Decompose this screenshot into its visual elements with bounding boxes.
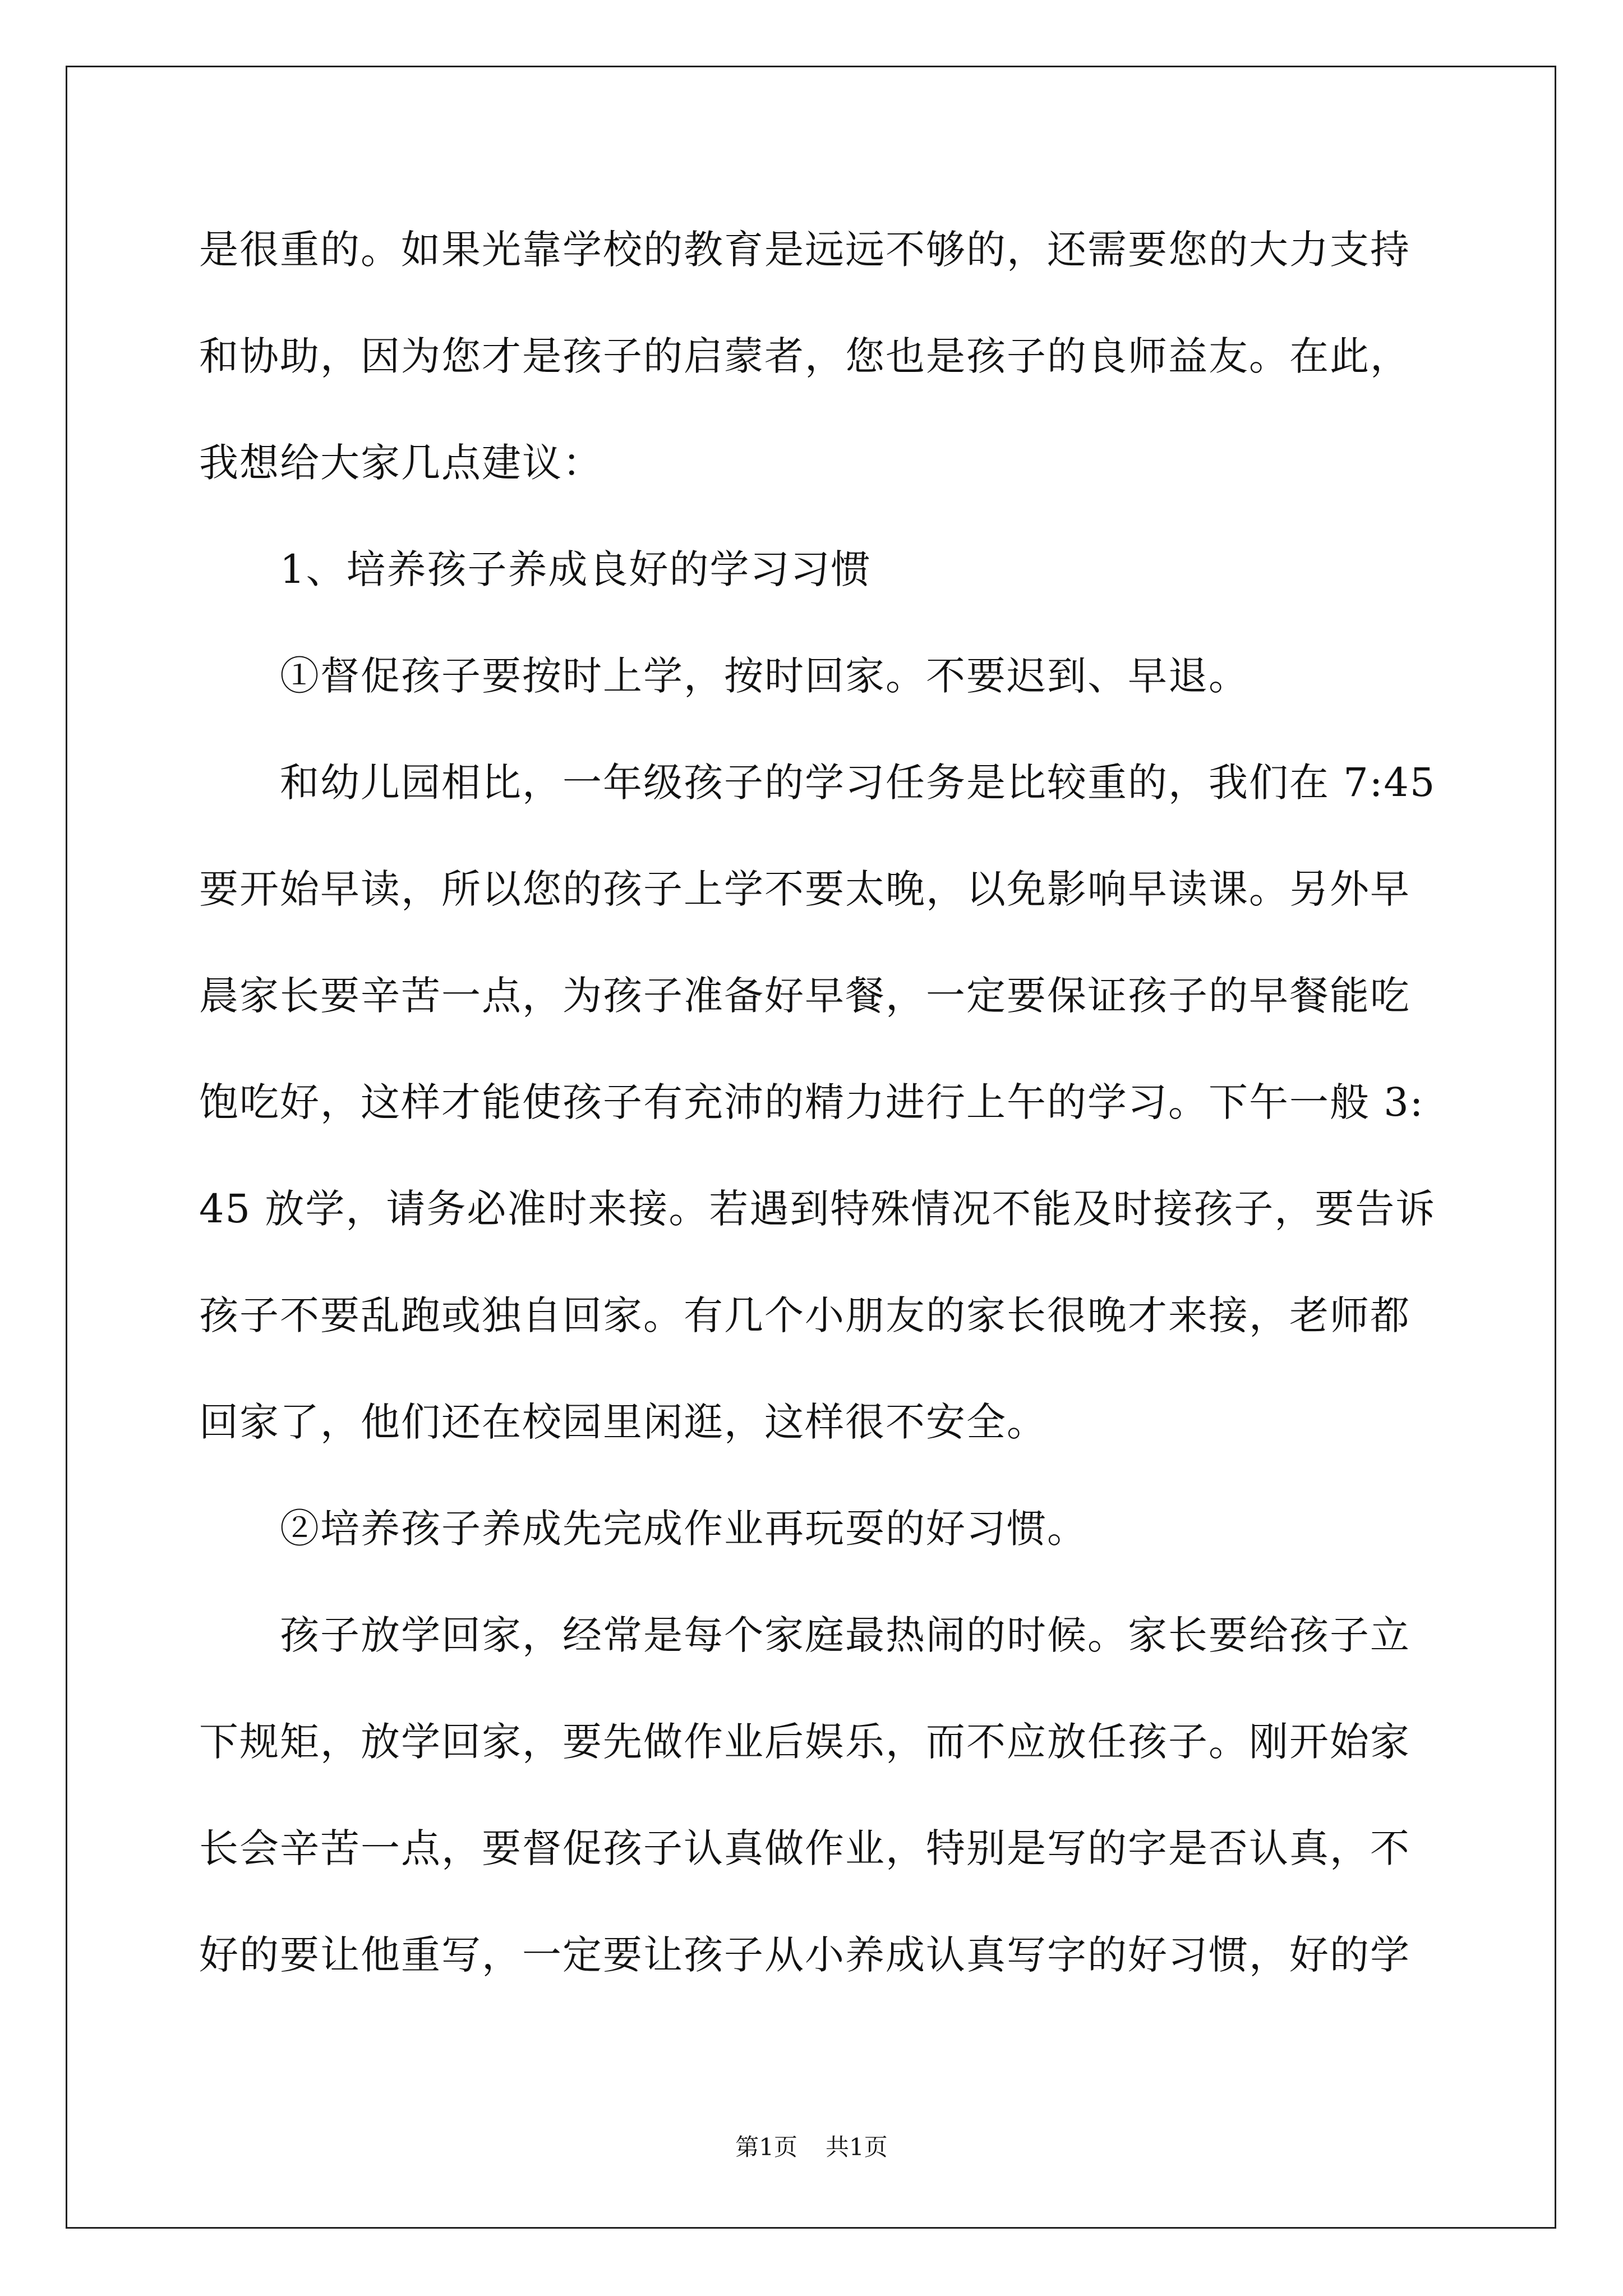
paragraph-line: 孩子放学回家，经常是每个家庭最热闹的时候。家长要给孩子立 [280,1612,1410,1658]
paragraph-line: 是很重的。如果光靠学校的教育是远远不够的，还需要您的大力支持 [199,227,1410,273]
paragraph-line: 饱吃好，这样才能使孩子有充沛的精力进行上午的学习。下午一般 3: [199,1079,1424,1125]
paragraph-line: 晨家长要辛苦一点，为孩子准备好早餐，一定要保证孩子的早餐能吃 [199,973,1410,1019]
paragraph-line: 我想给大家几点建议： [199,440,603,486]
page-total: 共1页 [826,2133,888,2161]
paragraph-line: 回家了，他们还在校园里闲逛，这样很不安全。 [199,1399,1047,1445]
page-number: 第1页 [735,2133,797,2161]
page-footer [0,2131,1623,2164]
paragraph-line: 和协助，因为您才是孩子的启蒙者，您也是孩子的良师益友。在此， [199,333,1410,379]
section-heading: 1、培养孩子养成良好的学习习惯 [280,546,872,592]
paragraph-line: 孩子不要乱跑或独自回家。有几个小朋友的家长很晚才来接，老师都 [199,1292,1410,1338]
paragraph-line: 下规矩，放学回家，要先做作业后娱乐，而不应放任孩子。刚开始家 [199,1719,1410,1765]
document-body [199,222,1436,2033]
paragraph-line: 要开始早读，所以您的孩子上学不要太晚，以免影响早读课。另外早 [199,866,1410,912]
paragraph-line: 和幼儿园相比，一年级孩子的学习任务是比较重的，我们在 7:45 [280,760,1436,806]
paragraph-line: 好的要让他重写，一定要让孩子从小养成认真写字的好习惯，好的学 [199,1932,1410,1978]
paragraph-line: 长会辛苦一点，要督促孩子认真做作业，特别是写的字是否认真，不 [199,1825,1410,1871]
subsection-heading: ②培养孩子养成先完成作业再玩耍的好习惯。 [280,1506,1087,1552]
subsection-heading: ①督促孩子要按时上学，按时回家。不要迟到、早退。 [280,653,1249,699]
paragraph-line: 45 放学，请务必准时来接。若遇到特殊情况不能及时接孩子，要告诉 [199,1186,1436,1232]
